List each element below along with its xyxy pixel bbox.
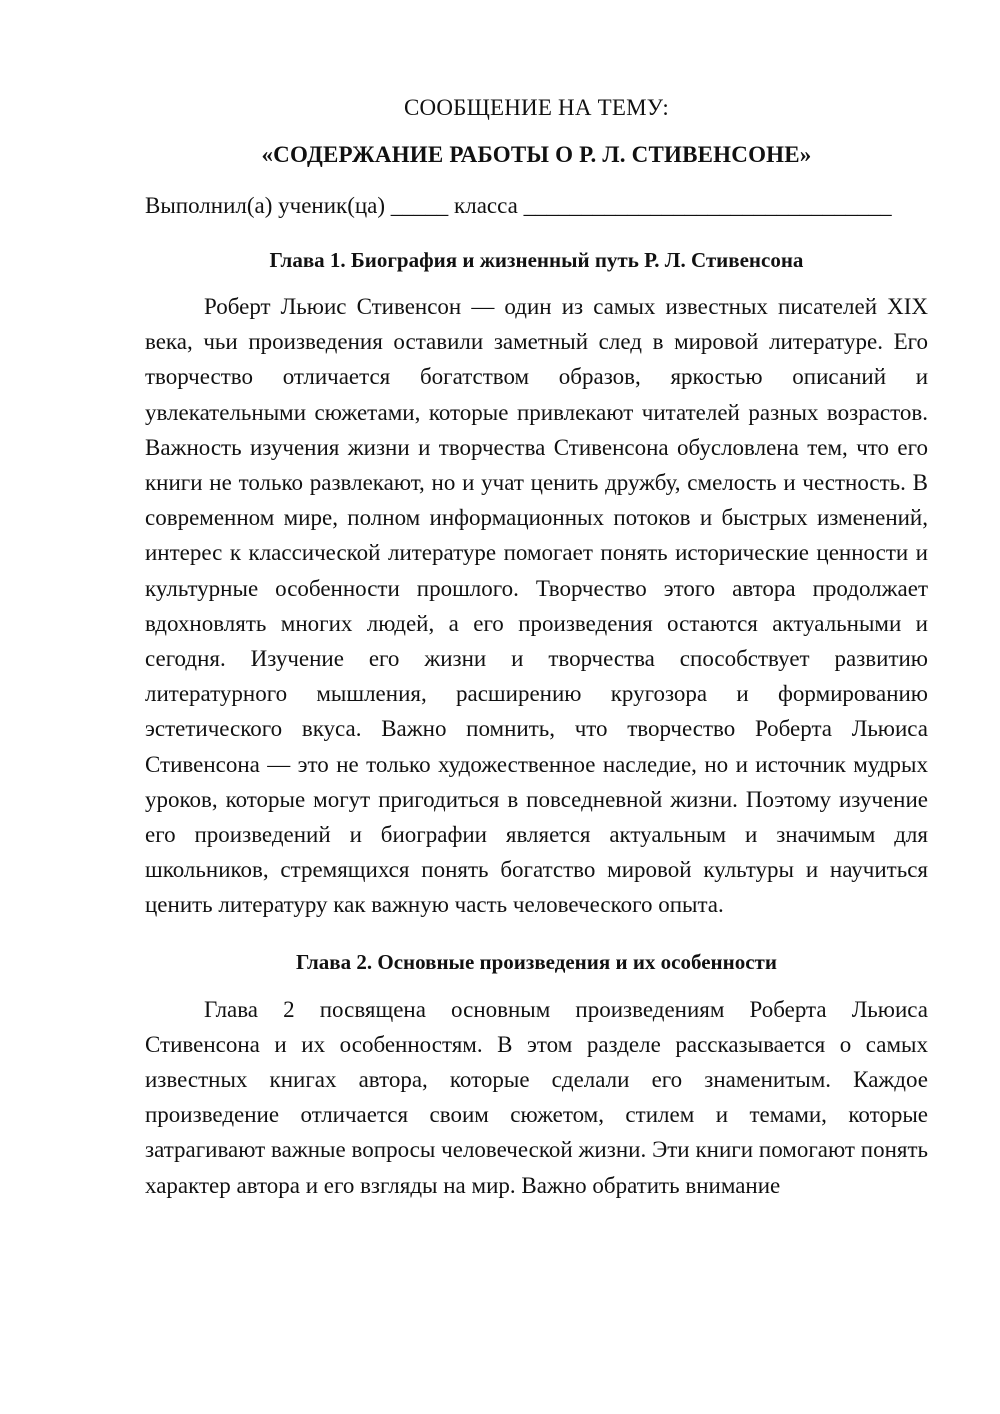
chapter-2-title: Глава 2. Основные произведения и их особенности	[296, 949, 777, 974]
chapter-1-title: Глава 1. Биография и жизненный путь Р. Л. Стивенсона	[269, 248, 804, 272]
document-heading-label: СООБЩЕНИЕ НА ТЕМУ:	[404, 95, 669, 120]
document-title: «СОДЕРЖАНИЕ РАБОТЫ О Р. Л. СТИВЕНСОНЕ»	[261, 142, 812, 167]
chapter-1-paragraph: Роберт Льюис Стивенсон — один из самых известных писателей XIX века, чьи произведения оставили заметный след в мировой литературе. Его творчество отличается богатством образов, яркостью описаний и увлекательными сюжетами, которые привлекают читателей разных возрастов. Важность изучения жизни и творчества Стивенсона обусловлена тем, что его книги не только развлекают, но и учат ценить дружбу, смелость и честность. В современном мире, полном информационных потоков и быстрых изменений, интерес к классической литературе помогает понять исторические ценности и культурные особенности прошлого. Творчество этого автора продолжает вдохновлять многих людей, а его произведения остаются актуальными и сегодня. Изучение его жизни и творчества способствует развитию литературного мышления, расширению кругозора и формированию эстетического вкуса. Важно помнить, что творчество Роберта Льюиса Стивенсона — это не только художественное наследие, но и источник мудрых уроков, которые могут пригодиться в повседневной жизни. Поэтому изучение его произведений и биографии является актуальным и значимым для школьников, стремящихся понять богатство мировой культуры и научиться ценить литературу как важную часть человеческого опыта.	[145, 294, 928, 918]
document-content	[145, 92, 928, 1203]
performer-line: Выполнил(а) ученик(ца) _____ класса ________________________________	[145, 193, 892, 218]
chapter-2-paragraph: Глава 2 посвящена основным произведениям Роберта Льюиса Стивенсона и их особенностям. В этом разделе рассказывается о самых известных книгах автора, которые сделали его знаменитым. Каждое произведение отличается своим сюжетом, стилем и темами, которые затрагивают важные вопросы человеческой жизни. Эти книги помогают понять характер автора и его взгляды на мир. Важно обратить внимание	[145, 996, 928, 1198]
